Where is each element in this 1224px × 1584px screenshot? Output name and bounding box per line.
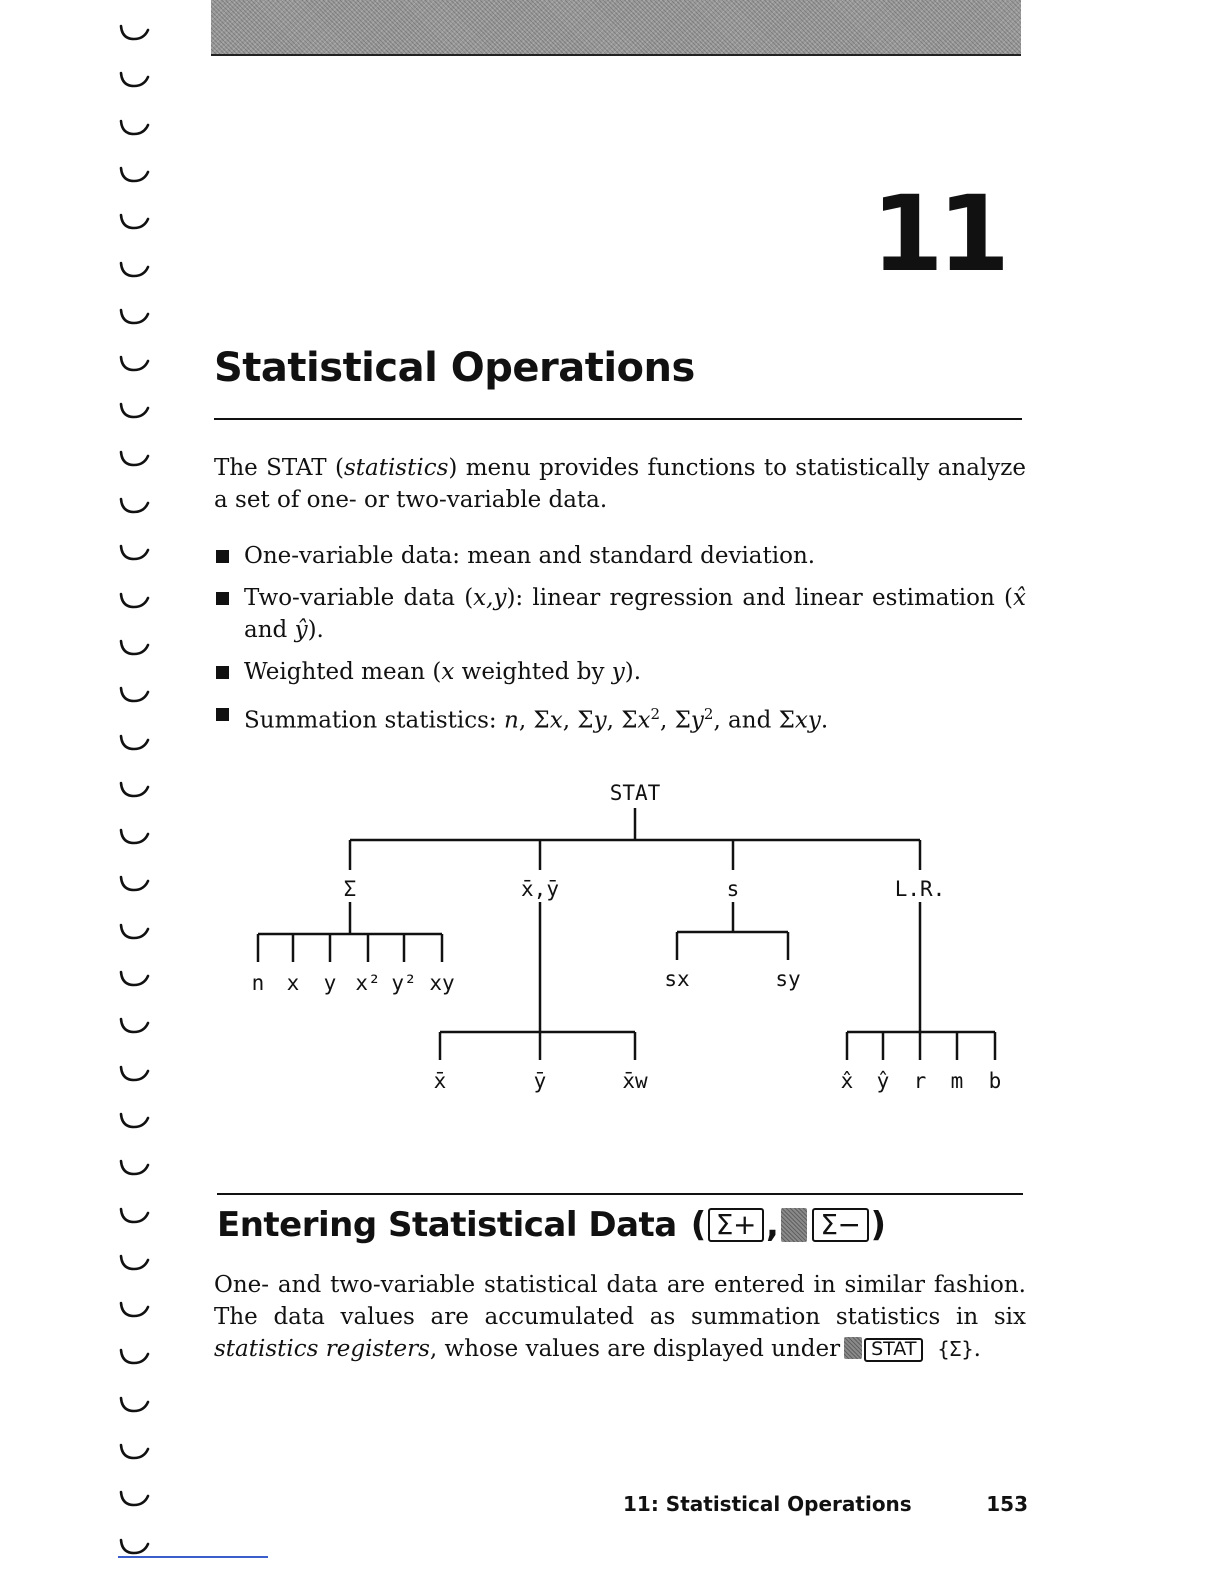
tree-leaf-x: x xyxy=(286,971,300,995)
binding-ring-icon xyxy=(118,1441,150,1463)
stat-menu-tree xyxy=(230,770,1020,1110)
binding-ring-icon xyxy=(118,495,150,517)
tree-leaf-r: r xyxy=(913,1069,927,1093)
binding-ring-icon xyxy=(118,1110,150,1132)
title-rule xyxy=(214,418,1022,420)
binding-ring-icon xyxy=(118,1063,150,1085)
tree-leaf-xw: x̄w xyxy=(622,1069,648,1093)
binding-ring-icon xyxy=(118,826,150,848)
binding-ring-icon xyxy=(118,684,150,706)
bullet-text-part: y xyxy=(611,659,625,685)
bullet-text-part: Two-variable data ( xyxy=(244,585,474,611)
binding-ring-icon xyxy=(118,117,150,139)
tree-leaf-m: m xyxy=(950,1069,964,1093)
bullet-text-part: x̂ xyxy=(1013,585,1026,611)
bullet-text-part: Weighted mean ( xyxy=(244,659,442,685)
tree-leaf-sx: sx xyxy=(664,967,690,991)
binding-ring-icon xyxy=(118,637,150,659)
binding-ring-icon xyxy=(118,1346,150,1368)
bullet-text-part: and xyxy=(244,617,295,643)
bullet-text-part: n xyxy=(503,707,519,734)
tree-branch-sigma: Σ xyxy=(343,877,357,901)
footer-chapter-title: 11: Statistical Operations xyxy=(623,1492,912,1516)
binding-edge-line xyxy=(118,1556,268,1558)
bullet-text-part: x xyxy=(549,707,563,734)
section-close-paren: ) xyxy=(870,1205,886,1245)
bullet-text-part: , Σ xyxy=(660,707,691,734)
tree-leaf-xy: xy xyxy=(429,971,455,995)
bullet-text-part: One-variable data: mean and standard deviation. xyxy=(244,543,816,569)
binding-ring-icon xyxy=(118,69,150,91)
tree-leaf-b: b xyxy=(988,1069,1002,1093)
binding-ring-icon xyxy=(118,1205,150,1227)
tree-leaf-yhat: ŷ xyxy=(876,1069,890,1093)
binding-ring-icon xyxy=(118,873,150,895)
tree-leaf-sy: sy xyxy=(775,967,801,991)
binding-ring-icon xyxy=(118,211,150,233)
binding-ring-icon xyxy=(118,1488,150,1510)
section-text-2: , whose values are displayed under xyxy=(429,1336,841,1362)
bullet-text-part: y xyxy=(593,707,607,734)
bullet-text-part: 2 xyxy=(650,705,660,723)
bullet-text-part: , and Σ xyxy=(713,707,795,734)
binding-ring-icon xyxy=(118,1157,150,1179)
tree-leaf-x2: x² xyxy=(355,971,381,995)
binding-ring-icon xyxy=(118,306,150,328)
shift-key-icon xyxy=(781,1208,807,1242)
binding-ring-icon xyxy=(118,164,150,186)
section-paragraph xyxy=(214,1269,1026,1365)
page-number: 153 xyxy=(986,1492,1028,1516)
binding-ring-icon xyxy=(118,400,150,422)
tree-leaf-y: y xyxy=(323,971,337,995)
binding-ring-icon xyxy=(118,1536,150,1558)
stat-key: STAT xyxy=(864,1338,923,1362)
bullet-text-part: 2 xyxy=(703,705,714,723)
binding-ring-icon xyxy=(118,259,150,281)
bullet-text-part: Summation statistics: xyxy=(244,707,504,734)
bullet-text-part: , Σ xyxy=(518,707,550,734)
spiral-binding xyxy=(114,0,164,1584)
binding-ring-icon xyxy=(118,448,150,470)
tree-leaf-n: n xyxy=(251,971,265,995)
section-heading-text: Entering Statistical Data xyxy=(217,1205,677,1245)
bullet-text-part: , Σ xyxy=(606,707,638,734)
tree-branch-s: s xyxy=(726,877,740,901)
tree-leaf-xbar: x̄ xyxy=(433,1069,447,1093)
binding-ring-icon xyxy=(118,590,150,612)
binding-ring-icon xyxy=(118,22,150,44)
section-text-1: One- and two-variable statistical data are entered in similar fashion. The data values are accumulated as summation statistics in six xyxy=(214,1272,1026,1330)
bullet-text-part: ). xyxy=(307,617,324,643)
bullet-square-icon xyxy=(216,550,229,563)
section-heading xyxy=(217,1205,886,1245)
feature-list xyxy=(214,540,1026,747)
binding-ring-icon xyxy=(118,968,150,990)
tree-leaf-ybar: ȳ xyxy=(533,1069,547,1093)
binding-ring-icon xyxy=(118,1015,150,1037)
bullet-text-part: x xyxy=(637,707,651,734)
binding-ring-icon xyxy=(118,779,150,801)
menu-tree-svg xyxy=(230,770,1020,1110)
binding-ring-icon xyxy=(118,1394,150,1416)
section-open-paren: ( xyxy=(690,1205,706,1245)
bullet-text-part: ): linear regression and linear estimation ( xyxy=(506,585,1013,611)
intro-paragraph xyxy=(214,452,1026,516)
bullet-text-part: y xyxy=(690,707,704,734)
tree-leaf-y2: y² xyxy=(391,971,417,995)
bullet-text-part: weighted by xyxy=(454,659,612,685)
bullet-text-part: ŷ xyxy=(294,617,308,643)
sigma-softkey: {Σ} xyxy=(937,1337,974,1361)
binding-ring-icon xyxy=(118,921,150,943)
intro-text-post: ) menu provides functions to statistically analyze a set of one- or two-variable data. xyxy=(214,455,1026,513)
tree-root-stat: STAT xyxy=(609,781,661,805)
sigma-plus-key: Σ+ xyxy=(708,1208,764,1241)
binding-ring-icon xyxy=(118,542,150,564)
bullet-square-icon xyxy=(216,708,229,721)
page-footer xyxy=(623,1492,1028,1516)
intro-emphasis: statistics xyxy=(343,455,449,481)
feature-list-item xyxy=(214,540,1026,572)
feature-list-item xyxy=(214,656,1026,688)
section-rule xyxy=(217,1193,1023,1195)
bullet-text-part: xy xyxy=(794,707,821,734)
feature-list-item xyxy=(214,698,1026,737)
chapter-tab-band xyxy=(211,0,1021,56)
binding-ring-icon xyxy=(118,732,150,754)
bullet-square-icon xyxy=(216,666,229,679)
section-comma: , xyxy=(765,1205,779,1245)
chapter-number: 11 xyxy=(871,173,1004,295)
binding-ring-icon xyxy=(118,1299,150,1321)
bullet-text-part: x xyxy=(441,659,455,685)
inline-shift-key-icon xyxy=(844,1337,862,1359)
bullet-text-part: ). xyxy=(624,659,642,685)
bullet-square-icon xyxy=(216,592,229,605)
tree-branch-means: x̄,ȳ xyxy=(521,877,559,901)
tree-leaf-xhat: x̂ xyxy=(840,1069,854,1093)
binding-ring-icon xyxy=(118,353,150,375)
section-emphasis: statistics registers xyxy=(214,1336,430,1362)
feature-list-item xyxy=(214,582,1026,646)
bullet-text-part: x,y xyxy=(473,585,507,611)
sigma-minus-key: Σ− xyxy=(812,1208,868,1241)
section-period: . xyxy=(973,1336,981,1362)
tree-branch-lr: L.R. xyxy=(894,877,946,901)
chapter-title: Statistical Operations xyxy=(214,345,695,391)
bullet-text-part: . xyxy=(820,707,829,734)
bullet-text-part: , Σ xyxy=(562,707,594,734)
intro-text-pre: The STAT ( xyxy=(214,455,344,481)
binding-ring-icon xyxy=(118,1252,150,1274)
